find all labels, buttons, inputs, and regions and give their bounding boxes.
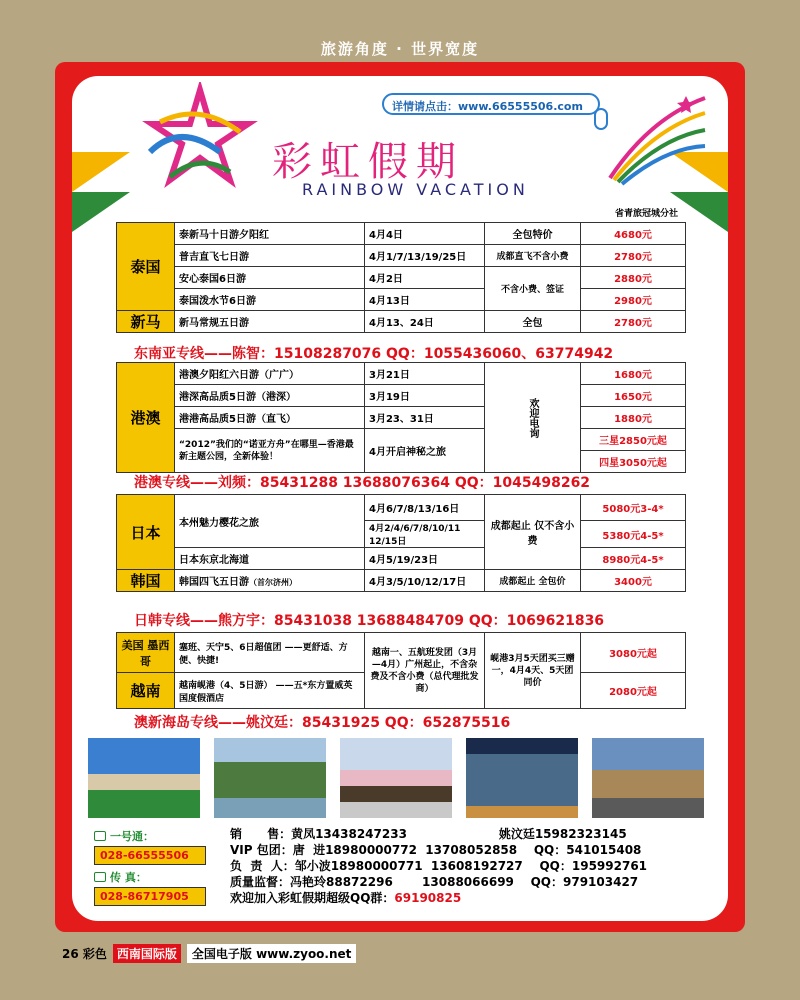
jpkr-table bbox=[116, 494, 686, 592]
branch-name: 省青旅冠城分社 bbox=[614, 209, 678, 219]
qq-group-label: 欢迎加入彩虹假期超级QQ群： bbox=[230, 891, 395, 905]
hkmo-hotline: 港澳专线——刘频：85431288 13688076364 QQ：1045498262 bbox=[134, 475, 591, 491]
destination-photos bbox=[88, 738, 708, 818]
tour-price: 2880元 bbox=[581, 267, 686, 289]
site-link[interactable]: 全国电子版 www.zyoo.net bbox=[187, 944, 357, 963]
tour-price: 2080元起 bbox=[581, 673, 686, 709]
table-row bbox=[117, 363, 686, 385]
table-row bbox=[117, 548, 686, 570]
phone-icon bbox=[94, 831, 106, 841]
tour-note: 成都起止 仅不含小费 bbox=[485, 495, 581, 570]
tour-note: 欢迎电询 bbox=[485, 363, 581, 473]
region-cell: 港澳 bbox=[117, 363, 175, 473]
tour-date: 4月开启神秘之旅 bbox=[365, 429, 485, 473]
tour-note-2: 岘港3月5天团买三赠一，4月4天、5天团同价 bbox=[485, 633, 581, 709]
tour-name: 港港高品质5日游（直飞） bbox=[175, 407, 365, 429]
tour-date: 3月21日 bbox=[365, 363, 485, 385]
tour-price: 1680元 bbox=[581, 363, 686, 385]
page-number: 26 彩色 bbox=[62, 947, 107, 961]
contact-line: 负 责 人：邹小波18980000771 13608192727 QQ：195992761 bbox=[230, 859, 648, 873]
tour-name: 泰国泼水节6日游 bbox=[175, 289, 365, 311]
region-cell: 新马 bbox=[117, 311, 175, 333]
tour-price: 1880元 bbox=[581, 407, 686, 429]
photo-city bbox=[466, 738, 578, 818]
contact-line: 销 售：黄凤13438247233 姚汶廷15982323145 bbox=[230, 827, 627, 841]
tour-price: 8980元4-5* bbox=[581, 548, 686, 570]
tour-price: 1650元 bbox=[581, 385, 686, 407]
brand-name-cn: 彩虹假期 bbox=[272, 139, 464, 185]
url-prompt: 详情请点击： bbox=[392, 100, 458, 113]
tour-note: 成都起止 全包价 bbox=[485, 570, 581, 592]
tour-price: 3080元起 bbox=[581, 633, 686, 673]
tour-date: 4月1/7/13/19/25日 bbox=[365, 245, 485, 267]
tour-note: 全包 bbox=[485, 311, 581, 333]
tour-date: 4月2日 bbox=[365, 267, 485, 289]
url-text: www.66555506.com bbox=[458, 100, 583, 113]
website-link[interactable] bbox=[382, 93, 600, 115]
fax-label-text: 传 真： bbox=[110, 871, 147, 884]
fax-number: 028-86717905 bbox=[94, 887, 206, 906]
tour-name-main: 韩国四飞五日游 bbox=[179, 577, 249, 588]
tour-date: 4月6/7/8/13/16日 bbox=[365, 495, 485, 521]
other-table bbox=[116, 632, 686, 709]
region-cell: 美国 墨西哥 bbox=[117, 633, 175, 673]
tour-name: 港澳夕阳红六日游（广广） bbox=[175, 363, 365, 385]
tour-price: 2780元 bbox=[581, 311, 686, 333]
tour-price: 2980元 bbox=[581, 289, 686, 311]
qq-group-number: 69190825 bbox=[394, 891, 462, 905]
contact-list bbox=[230, 826, 647, 906]
tour-name bbox=[175, 570, 365, 592]
fax-icon bbox=[94, 872, 106, 882]
table-row bbox=[117, 245, 686, 267]
corner-stripe-left bbox=[72, 152, 130, 192]
tour-name: 港深高品质5日游（港深） bbox=[175, 385, 365, 407]
table-row bbox=[117, 495, 686, 521]
tour-price: 4680元 bbox=[581, 223, 686, 245]
hotline-label-text: 一号通： bbox=[110, 830, 154, 843]
table-row bbox=[117, 289, 686, 311]
region-cell: 泰国 bbox=[117, 223, 175, 311]
tour-name: 新马常规五日游 bbox=[175, 311, 365, 333]
table-row bbox=[117, 311, 686, 333]
region-cell: 韩国 bbox=[117, 570, 175, 592]
tour-name: 泰新马十日游夕阳红 bbox=[175, 223, 365, 245]
region-cell: 日本 bbox=[117, 495, 175, 570]
tour-name-sub: （首尔济州） bbox=[249, 578, 297, 587]
tour-price: 三星2850元起 bbox=[581, 429, 686, 451]
brand-name-en: RAINBOW VACATION bbox=[302, 180, 529, 199]
tour-price: 四星3050元起 bbox=[581, 451, 686, 473]
tour-name: “2012”我们的“诺亚方舟”在哪里—香港最新主题公园，全新体验！ bbox=[175, 429, 365, 473]
photo-japanese-garden bbox=[214, 738, 326, 818]
tour-name: 安心泰国6日游 bbox=[175, 267, 365, 289]
table-row bbox=[117, 407, 686, 429]
tour-price: 3400元 bbox=[581, 570, 686, 592]
footer bbox=[62, 944, 356, 963]
tour-date: 4月2/4/6/7/8/10/11 12/15日 bbox=[365, 521, 485, 548]
table-row bbox=[117, 267, 686, 289]
magazine-slogan: 旅游角度 · 世界宽度 bbox=[320, 40, 480, 58]
tour-note: 全包特价 bbox=[485, 223, 581, 245]
other-hotline: 澳新海岛专线——姚汶廷：85431925 QQ：652875516 bbox=[134, 715, 511, 731]
tour-name: 普吉直飞七日游 bbox=[175, 245, 365, 267]
tour-date: 4月13日 bbox=[365, 289, 485, 311]
table-row bbox=[117, 429, 686, 451]
table-row bbox=[117, 633, 686, 673]
table-row bbox=[117, 385, 686, 407]
tour-name: 日本东京北海道 bbox=[175, 548, 365, 570]
hotline-number: 028-66555506 bbox=[94, 846, 206, 865]
tour-price: 5080元3-4* bbox=[581, 495, 686, 521]
tour-date: 3月23、31日 bbox=[365, 407, 485, 429]
hkmo-table bbox=[116, 362, 686, 473]
rainbow-rays-icon bbox=[600, 88, 710, 188]
fax-label bbox=[94, 869, 206, 885]
contact-line: 质量监督：冯艳玲88872296 13088066699 QQ：979103427 bbox=[230, 875, 639, 889]
photo-palace bbox=[592, 738, 704, 818]
region-cell: 越南 bbox=[117, 673, 175, 709]
photo-temple bbox=[340, 738, 452, 818]
hotline-label bbox=[94, 828, 206, 844]
photo-garden bbox=[88, 738, 200, 818]
tour-date: 3月19日 bbox=[365, 385, 485, 407]
tour-note: 成都直飞不含小费 bbox=[485, 245, 581, 267]
table-row bbox=[117, 570, 686, 592]
rainbow-star-logo-icon bbox=[130, 82, 270, 192]
tour-price: 2780元 bbox=[581, 245, 686, 267]
tour-date: 4月5/19/23日 bbox=[365, 548, 485, 570]
tour-date: 4月4日 bbox=[365, 223, 485, 245]
tour-price: 5380元4-5* bbox=[581, 521, 686, 548]
edition-badge: 西南国际版 bbox=[113, 944, 181, 963]
contact-numbers bbox=[94, 828, 206, 910]
tour-name: 越南岘港（4、5日游） ——五*东方置威英国度假酒店 bbox=[175, 673, 365, 709]
tour-name: 塞班、天宁5、6日超值团 ——更舒适、方便、快捷! bbox=[175, 633, 365, 673]
qq-group-line bbox=[230, 890, 647, 906]
tour-note: 越南一、五航班发团（3月—4月）广州起止，不含杂费及不含小费（总代理批发商） bbox=[365, 633, 485, 709]
tour-name: 本州魅力樱花之旅 bbox=[175, 495, 365, 548]
jpkr-hotline: 日韩专线——熊方宇：85431038 13688484709 QQ：1069621836 bbox=[134, 613, 605, 629]
tour-date: 4月13、24日 bbox=[365, 311, 485, 333]
sea-table bbox=[116, 222, 686, 333]
table-row bbox=[117, 223, 686, 245]
tour-note: 不含小费、签证 bbox=[485, 267, 581, 311]
tour-date: 4月3/5/10/12/17日 bbox=[365, 570, 485, 592]
contact-line: VIP 包团：唐 进18980000772 13708052858 QQ：541015408 bbox=[230, 843, 642, 857]
sea-hotline: 东南亚专线——陈智：15108287076 QQ：1055436060、63774942 bbox=[134, 346, 614, 362]
